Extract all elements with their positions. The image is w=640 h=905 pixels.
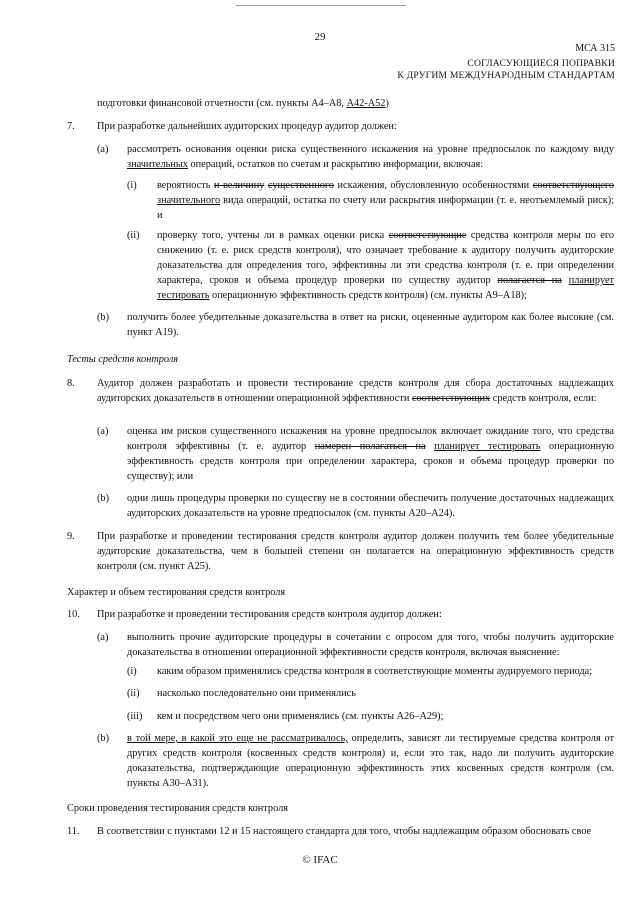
item-8a-text: оценка им рисков существенного искажения на уровне предпосылок включает ожидание того, что средства контроля эффективны (т. е. аудитор намерен полагаться на планирует тестировать операционную эффективность средств контроля при определении характера, сроков и объема процедур проверки по существу); или xyxy=(127,426,615,482)
item-label-8a: (a) xyxy=(97,426,109,437)
item-7a-ii-text: проверку того, учтены ли в рамках оценки риска соответствующие средства контроля меры по его снижению (т. е. риск средств контроля), что означает требование к аудитору получить аудиторские доказательства для определения того, эффективны ли эти средства контроля (т. е. при определении характера, сроков и объема процедур проверки по существу аудитор полагается на планирует тестировать операционную эффективность средств контроля) (см. пункты А9–А18); xyxy=(157,230,615,301)
inserted-text: планирует xyxy=(568,275,615,286)
inserted-text: в той мере, в какой это еще не рассматривалось, xyxy=(127,733,348,744)
paragraph-number-7: 7. xyxy=(67,121,75,132)
item-10a-ii-text: насколько последовательно они применялись xyxy=(157,688,356,699)
paragraph-7-intro: При разработке дальнейших аудиторских процедур аудитор должен: xyxy=(97,121,397,132)
header-title xyxy=(397,58,615,82)
paragraph-11-text: В соответствии с пунктами 12 и 15 настоящего стандарта для того, чтобы надлежащим образом обосновать свое xyxy=(97,826,592,837)
deleted-text: соответствующего xyxy=(532,180,614,191)
item-label-10a-ii: (ii) xyxy=(127,688,140,699)
item-label-7a-i: (i) xyxy=(127,180,137,191)
section-heading-tests: Тесты средств контроля xyxy=(67,354,179,365)
item-label-8b: (b) xyxy=(97,493,110,504)
item-10b-text: в той мере, в какой это еще не рассматривалось, определить, зависят ли тестируемые средства контроля от других средств контроля (косвенных средств контроля) и, если это так, надо ли получить аудиторские доказательства, подтверждающие операционную эффективность этих косвенных средств контроля (см. пункты А30–А31). xyxy=(127,733,614,789)
standard-code: МСА 315 xyxy=(575,43,615,54)
inserted-text: значительного xyxy=(157,195,221,206)
paragraph-number-10: 10. xyxy=(67,609,80,620)
item-8b-text: одни лишь процедуры проверки по существу не в состоянии обеспечить получение достаточных надлежащих аудиторских доказательств на уровне предпосылок (см. пункты А20–А24). xyxy=(127,493,614,519)
item-7a-i-text: вероятность и величину существенного искажения, обусловленную особенностями соответствующего значительного вида операций, остатка по счету или раскрытия информации (т. е. неотъемлемый риск); и xyxy=(157,180,614,221)
item-7a-text: рассмотреть основания оценки риска существенного искажения на уровне предпосылок по каждому виду значительных операций, остатков по счетам и раскрытию информации, включая: xyxy=(127,144,614,170)
paragraph-number-8: 8. xyxy=(67,378,75,389)
item-10a-i-text: каким образом применялись средства контроля в соответствующие моменты аудируемого периода; xyxy=(157,666,593,677)
deleted-text: намерен полагаться на xyxy=(314,441,426,452)
item-label-10a-i: (i) xyxy=(127,666,137,677)
deleted-text: существенного xyxy=(267,180,334,191)
header-title-line-1: СОГЛАСУЮЩИЕСЯ ПОПРАВКИ xyxy=(467,58,615,69)
item-10a-iii-text: кем и посредством чего они применялись (см. пункты А26–А29); xyxy=(157,711,444,722)
inserted-text: А42-А52 xyxy=(346,98,386,109)
deleted-text: соответствующих xyxy=(411,393,491,404)
footer-copyright: © IFAC xyxy=(302,854,338,866)
inserted-text: тестировать xyxy=(157,290,210,301)
item-label-7a-ii: (ii) xyxy=(127,230,140,241)
item-label-10b: (b) xyxy=(97,733,110,744)
scan-top-line xyxy=(236,5,406,6)
paragraph-number-9: 9. xyxy=(67,531,75,542)
paragraph-9-text: При разработке и проведении тестирования средств контроля аудитор должен получить тем более убедительные аудиторские доказательства, чем в большей степени он полагается на операционную эффективность средств контроля (см. пункт А25). xyxy=(97,531,614,572)
page-number: 29 xyxy=(314,31,326,43)
paragraph-10-intro: При разработке и проведении тестирования средств контроля аудитор должен: xyxy=(97,609,442,620)
deleted-text: и величину xyxy=(213,180,265,191)
inserted-text: значительных xyxy=(127,159,188,170)
deleted-text: полагается на xyxy=(497,275,562,286)
item-label-10a-iii: (iii) xyxy=(127,711,143,722)
deleted-text: соответствующие xyxy=(388,230,467,241)
item-label-7b: (b) xyxy=(97,312,110,323)
header-title-line-2: К ДРУГИМ МЕЖДУНАРОДНЫМ СТАНДАРТАМ xyxy=(397,70,615,81)
item-10a-text: выполнить прочие аудиторские процедуры в сочетании с опросом для того, чтобы получить аудиторские доказательства в отношении операционной эффективности средств контроля, включая выяснение: xyxy=(127,632,614,658)
section-heading-timing: Сроки проведения тестирования средств контроля xyxy=(67,803,288,814)
paragraph-number-11: 11. xyxy=(67,826,80,837)
paragraph-8-text: Аудитор должен разработать и провести тестирование средств контроля для сбора достаточных надлежащих аудиторских доказательств в отношении операционной эффективности соответствующих средств контроля, если: xyxy=(97,378,614,404)
intro-line: подготовки финансовой отчетности (см. пункты А4–А8, А42-А52) xyxy=(97,98,389,109)
item-label-7a: (a) xyxy=(97,144,109,155)
section-heading-nature: Характер и объем тестирования средств контроля xyxy=(67,587,286,598)
inserted-text: планирует тестировать xyxy=(434,441,541,452)
item-7b-text: получить более убедительные доказательства в ответ на риски, оцененные аудитором как более высокие (см. пункт А19). xyxy=(127,312,614,338)
item-label-10a: (a) xyxy=(97,632,109,643)
